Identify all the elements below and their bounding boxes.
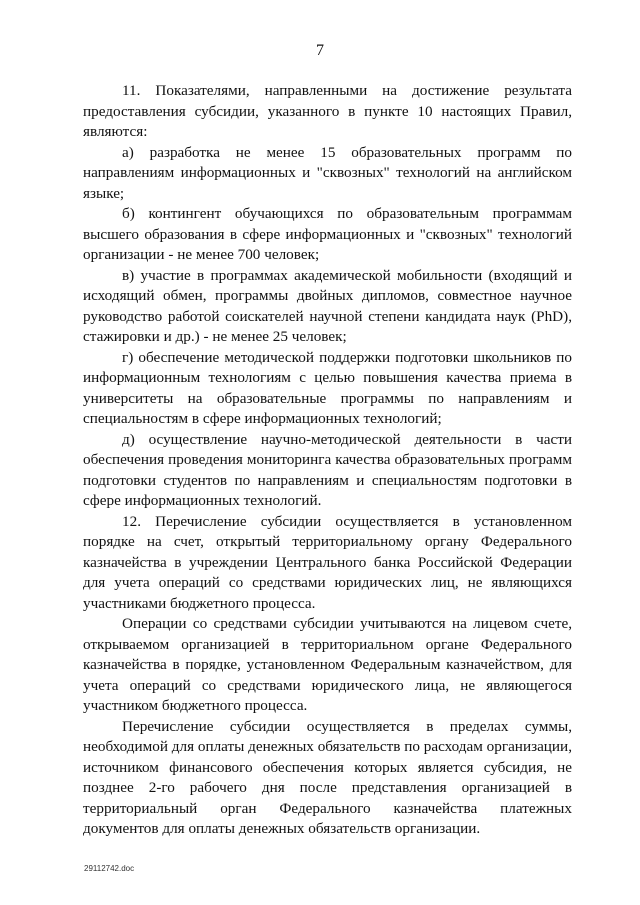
paragraph-operations-account: Операции со средствами субсидии учитываются на лицевом счете, открываемом организацией в территориальном органе Федерального казначейства в порядке, установленном Федеральным казначейством, для учета операций со средствами юридического лица, не являющегося участником бюджетного процесса. <box>83 615 572 714</box>
paragraph-transfer-limits: Перечисление субсидии осуществляется в пределах суммы, необходимой для оплаты денежных обязательств по расходам организации, источником финансового обеспечения которых является субсидия, не позднее 2-го рабочего дня после представления организацией в территориальный орган Федерального казначейства платежных документов для оплаты денежных обязательств организации. <box>83 717 572 837</box>
paragraph-item-d: д) осуществление научно-методической деятельности в части обеспечения проведения мониторинга качества образовательных программ подготовки студентов по направлениям и специальностям подготовки в сфере информационных технологий. <box>83 430 572 509</box>
document-body <box>83 81 572 840</box>
page-number: 7 <box>316 42 324 59</box>
paragraph-11-indicators: 11. Показателями, направленными на достижение результата предоставления субсидии, указанного в пункте 10 настоящих Правил, являются: <box>83 82 572 140</box>
paragraph-item-v: в) участие в программах академической мобильности (входящий и исходящий обмен, программы двойных дипломов, совместное научное руководство работой соискателей научной степени кандидата наук (PhD), стажировки и др.) - не менее 25 человек; <box>83 266 572 345</box>
paragraph-item-b: б) контингент обучающихся по образовательным программам высшего образования в сфере информационных и "сквозных" технологий организации - не менее 700 человек; <box>83 205 572 263</box>
paragraph-item-g: г) обеспечение методической поддержки подготовки школьников по информационным технологиям с целью повышения качества приема в университеты на образовательные программы по направлениям и специальностям в сфере информационных технологий; <box>83 348 572 427</box>
paragraph-item-a: а) разработка не менее 15 образовательных программ по направлениям информационных и "сквозных" технологий на английском языке; <box>83 143 572 202</box>
paragraph-12-transfer: 12. Перечисление субсидии осуществляется в установленном порядке на счет, открытый территориальному органу Федерального казначейства в учреждении Центрального банка Российской Федерации для учета операций со средствами юридических лиц, не являющихся участниками бюджетного процесса. <box>83 512 572 612</box>
footer-filename: 29112742.doc <box>84 864 135 873</box>
